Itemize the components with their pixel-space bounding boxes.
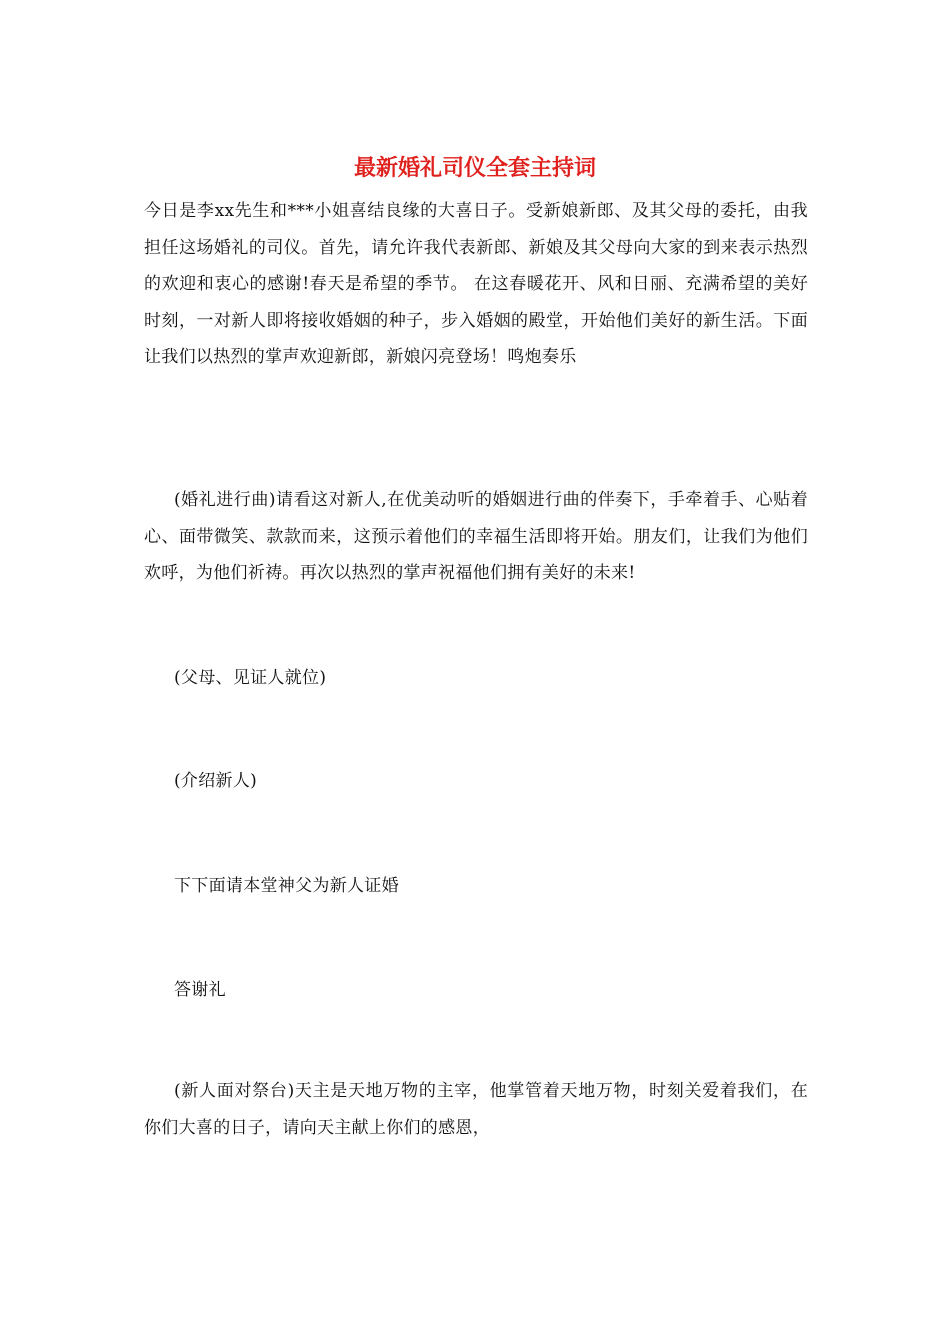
paragraph-opening: 今日是李xx先生和***小姐喜结良缘的大喜日子。受新娘新郎、及其父母的委托，由我担任这场婚礼的司仪。首先，请允许我代表新郎、新娘及其父母向大家的到来表示热烈的欢迎和衷心的感谢!春天是希望的季节。 在这春暖花开、风和日丽、充满希望的美好时刻，一对新人即将接收婚姻的种子，步入婚姻的殿堂，开始他们美好的新生活。下面让我们以热烈的掌声欢迎新郎，新娘闪亮登场！鸣炮奏乐	[144, 201, 808, 367]
paragraph-introduce-couple: (介绍新人)	[174, 771, 258, 791]
paragraph-face-altar: (新人面对祭台)天主是天地万物的主宰，他掌管着天地万物，时刻关爱着我们，在你们大喜的日子，请向天主献上你们的感恩，	[144, 1081, 808, 1138]
document-title: 最新婚礼司仪全套主持词	[353, 155, 596, 181]
paragraph-parents-witnesses: (父母、见证人就位)	[174, 668, 327, 688]
paragraph-wedding-march: (婚礼进行曲)请看这对新人,在优美动听的婚姻进行曲的伴奏下，手牵着手、心贴着心、面带微笑、款款而来，这预示着他们的幸福生活即将开始。朋友们，让我们为他们欢呼，为他们祈祷。再次以热烈的掌声祝福他们拥有美好的未来!	[144, 490, 808, 583]
paragraph-thanks-ceremony: 答谢礼	[174, 980, 226, 1000]
paragraph-priest-witness: 下下面请本堂神父为新人证婚	[174, 876, 399, 896]
